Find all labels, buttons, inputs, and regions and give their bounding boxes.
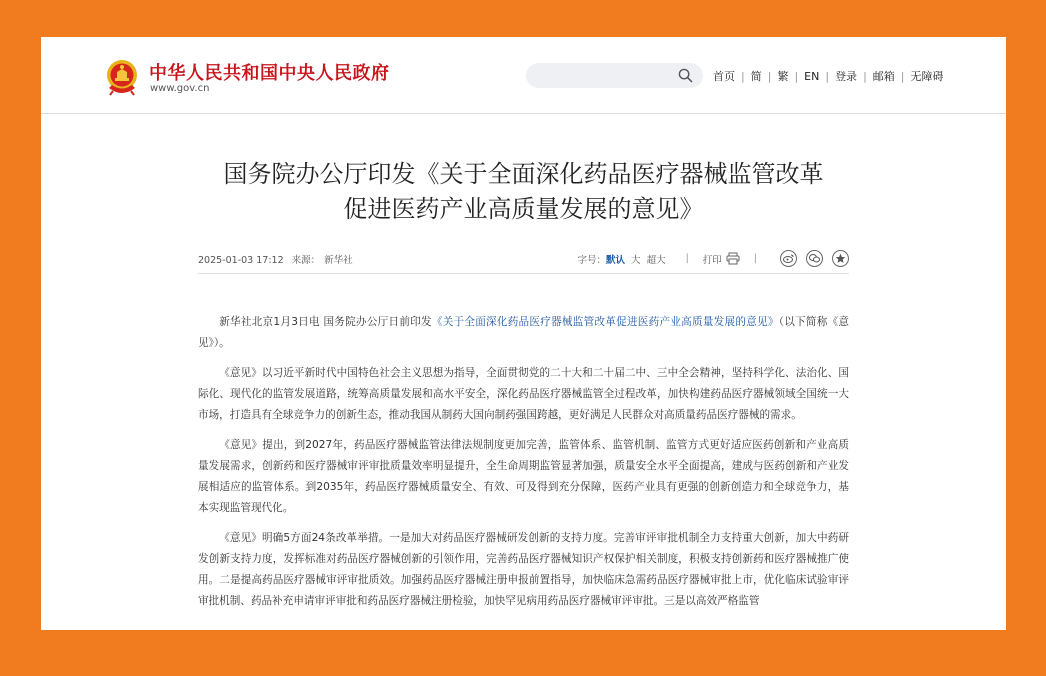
paragraph-1-suffix: （以下简称《意见》）。: [198, 316, 849, 349]
paragraph-2: 《意见》以习近平新时代中国特色社会主义思想为指导，全面贯彻党的二十大和二十届二中、三中全会精神，坚持科学化、法治化、国际化、现代化的监管发展道路，统筹高质量发展和高水平安全，深化药品医疗器械监管全过程改革，加快构建药品医疗器械领域全国统一大市场，打造具有全球竞争力的创新生态，推动我国从制药大国向制药强国跨越，更好满足人民群众对高质量药品医疗器械的需求。: [198, 367, 849, 421]
search-icon[interactable]: [678, 68, 693, 83]
paragraph-3: 《意见》提出，到2027年，药品医疗器械监管法律法规制度更加完善，监管体系、监管机制、监管方式更好适应医药创新和产业高质量发展需求，创新药和医疗器械审评审批质量效率明显提升，全生命周期监管显著加强，质量安全水平全面提高，建成与医药创新和产业发展相适应的监管体系。到2035年，药品医疗器械质量安全、有效、可及得到充分保障，医药产业具有更强的创新创造力和全球竞争力，基本实现监管现代化。: [198, 439, 849, 514]
nav-divider: |: [794, 69, 799, 83]
article-body: [198, 312, 849, 621]
top-nav: [713, 68, 944, 84]
nav-divider: |: [825, 69, 830, 83]
font-size-large[interactable]: 大: [631, 254, 641, 266]
font-size-default[interactable]: 默认: [606, 254, 626, 266]
nav-divider: |: [741, 69, 745, 83]
article-meta-info: [198, 252, 361, 266]
nav-traditional[interactable]: 繁: [777, 70, 789, 83]
paragraph-4: 《意见》明确5方面24条改革举措。一是加大对药品医疗器械研发创新的支持力度。完善审评审批机制全力支持重大创新，加大中药研发创新支持力度，发挥标准对药品医疗器械创新的引领作用，完善药品医疗器械知识产权保护相关制度，积极支持创新药和医疗器械推广使用。二是提高药品医疗器械审评审批质效。加强药品医疗器械注册申报前置指导，加快临床急需药品医疗器械审批上市，优化临床试验审评审批机制、药品补充申请审评审批和药品医疗器械注册检验，加快罕见病用药品医疗器械审评审批。三是以高效严格监管: [198, 532, 849, 607]
tools-divider: |: [685, 253, 689, 264]
document-link[interactable]: 《关于全面深化药品医疗器械监管改革促进医药产业高质量发展的意见》: [431, 316, 779, 328]
print-label: 打印: [702, 254, 722, 266]
nav-divider: |: [863, 69, 867, 83]
weibo-icon[interactable]: [780, 250, 797, 267]
search-input[interactable]: [526, 63, 703, 88]
source-label: 来源：: [291, 255, 321, 266]
source-name: 新华社: [324, 255, 353, 266]
nav-divider: |: [900, 69, 905, 83]
print-button[interactable]: [703, 252, 740, 266]
site-title[interactable]: 中华人民共和国中央人民政府: [149, 63, 390, 84]
article-tools: [578, 250, 849, 267]
article-meta-bar: [198, 250, 849, 274]
article-title: [41, 157, 1006, 227]
browser-page: [41, 37, 1006, 630]
site-header: [41, 37, 1006, 114]
national-emblem-icon[interactable]: [105, 58, 139, 96]
nav-home[interactable]: 首页: [713, 70, 735, 83]
nav-mailbox[interactable]: 邮箱: [872, 70, 895, 83]
printer-icon: [726, 252, 740, 265]
font-size-xlarge[interactable]: 超大: [646, 254, 666, 266]
site-url: www.gov.cn: [150, 83, 210, 94]
favorite-star-icon[interactable]: [832, 250, 849, 267]
wechat-icon[interactable]: [806, 250, 823, 267]
paragraph-1-text: 新华社北京1月3日电 国务院办公厅日前印发: [219, 316, 432, 328]
font-size-label: 字号：: [577, 254, 607, 266]
article-title-line-2: 促进医药产业高质量发展的意见》: [343, 195, 704, 223]
nav-accessibility[interactable]: 无障碍: [910, 70, 944, 83]
article-title-line-1: 国务院办公厅印发《关于全面深化药品医疗器械监管改革: [223, 160, 824, 188]
publish-date: 2025-01-03 17:12: [198, 255, 284, 266]
nav-divider: |: [767, 69, 772, 83]
paragraph-1: [198, 312, 849, 354]
tools-divider: |: [753, 253, 757, 264]
nav-english[interactable]: EN: [804, 69, 820, 83]
nav-login[interactable]: 登录: [835, 70, 858, 83]
nav-simplified[interactable]: 简: [750, 70, 762, 83]
